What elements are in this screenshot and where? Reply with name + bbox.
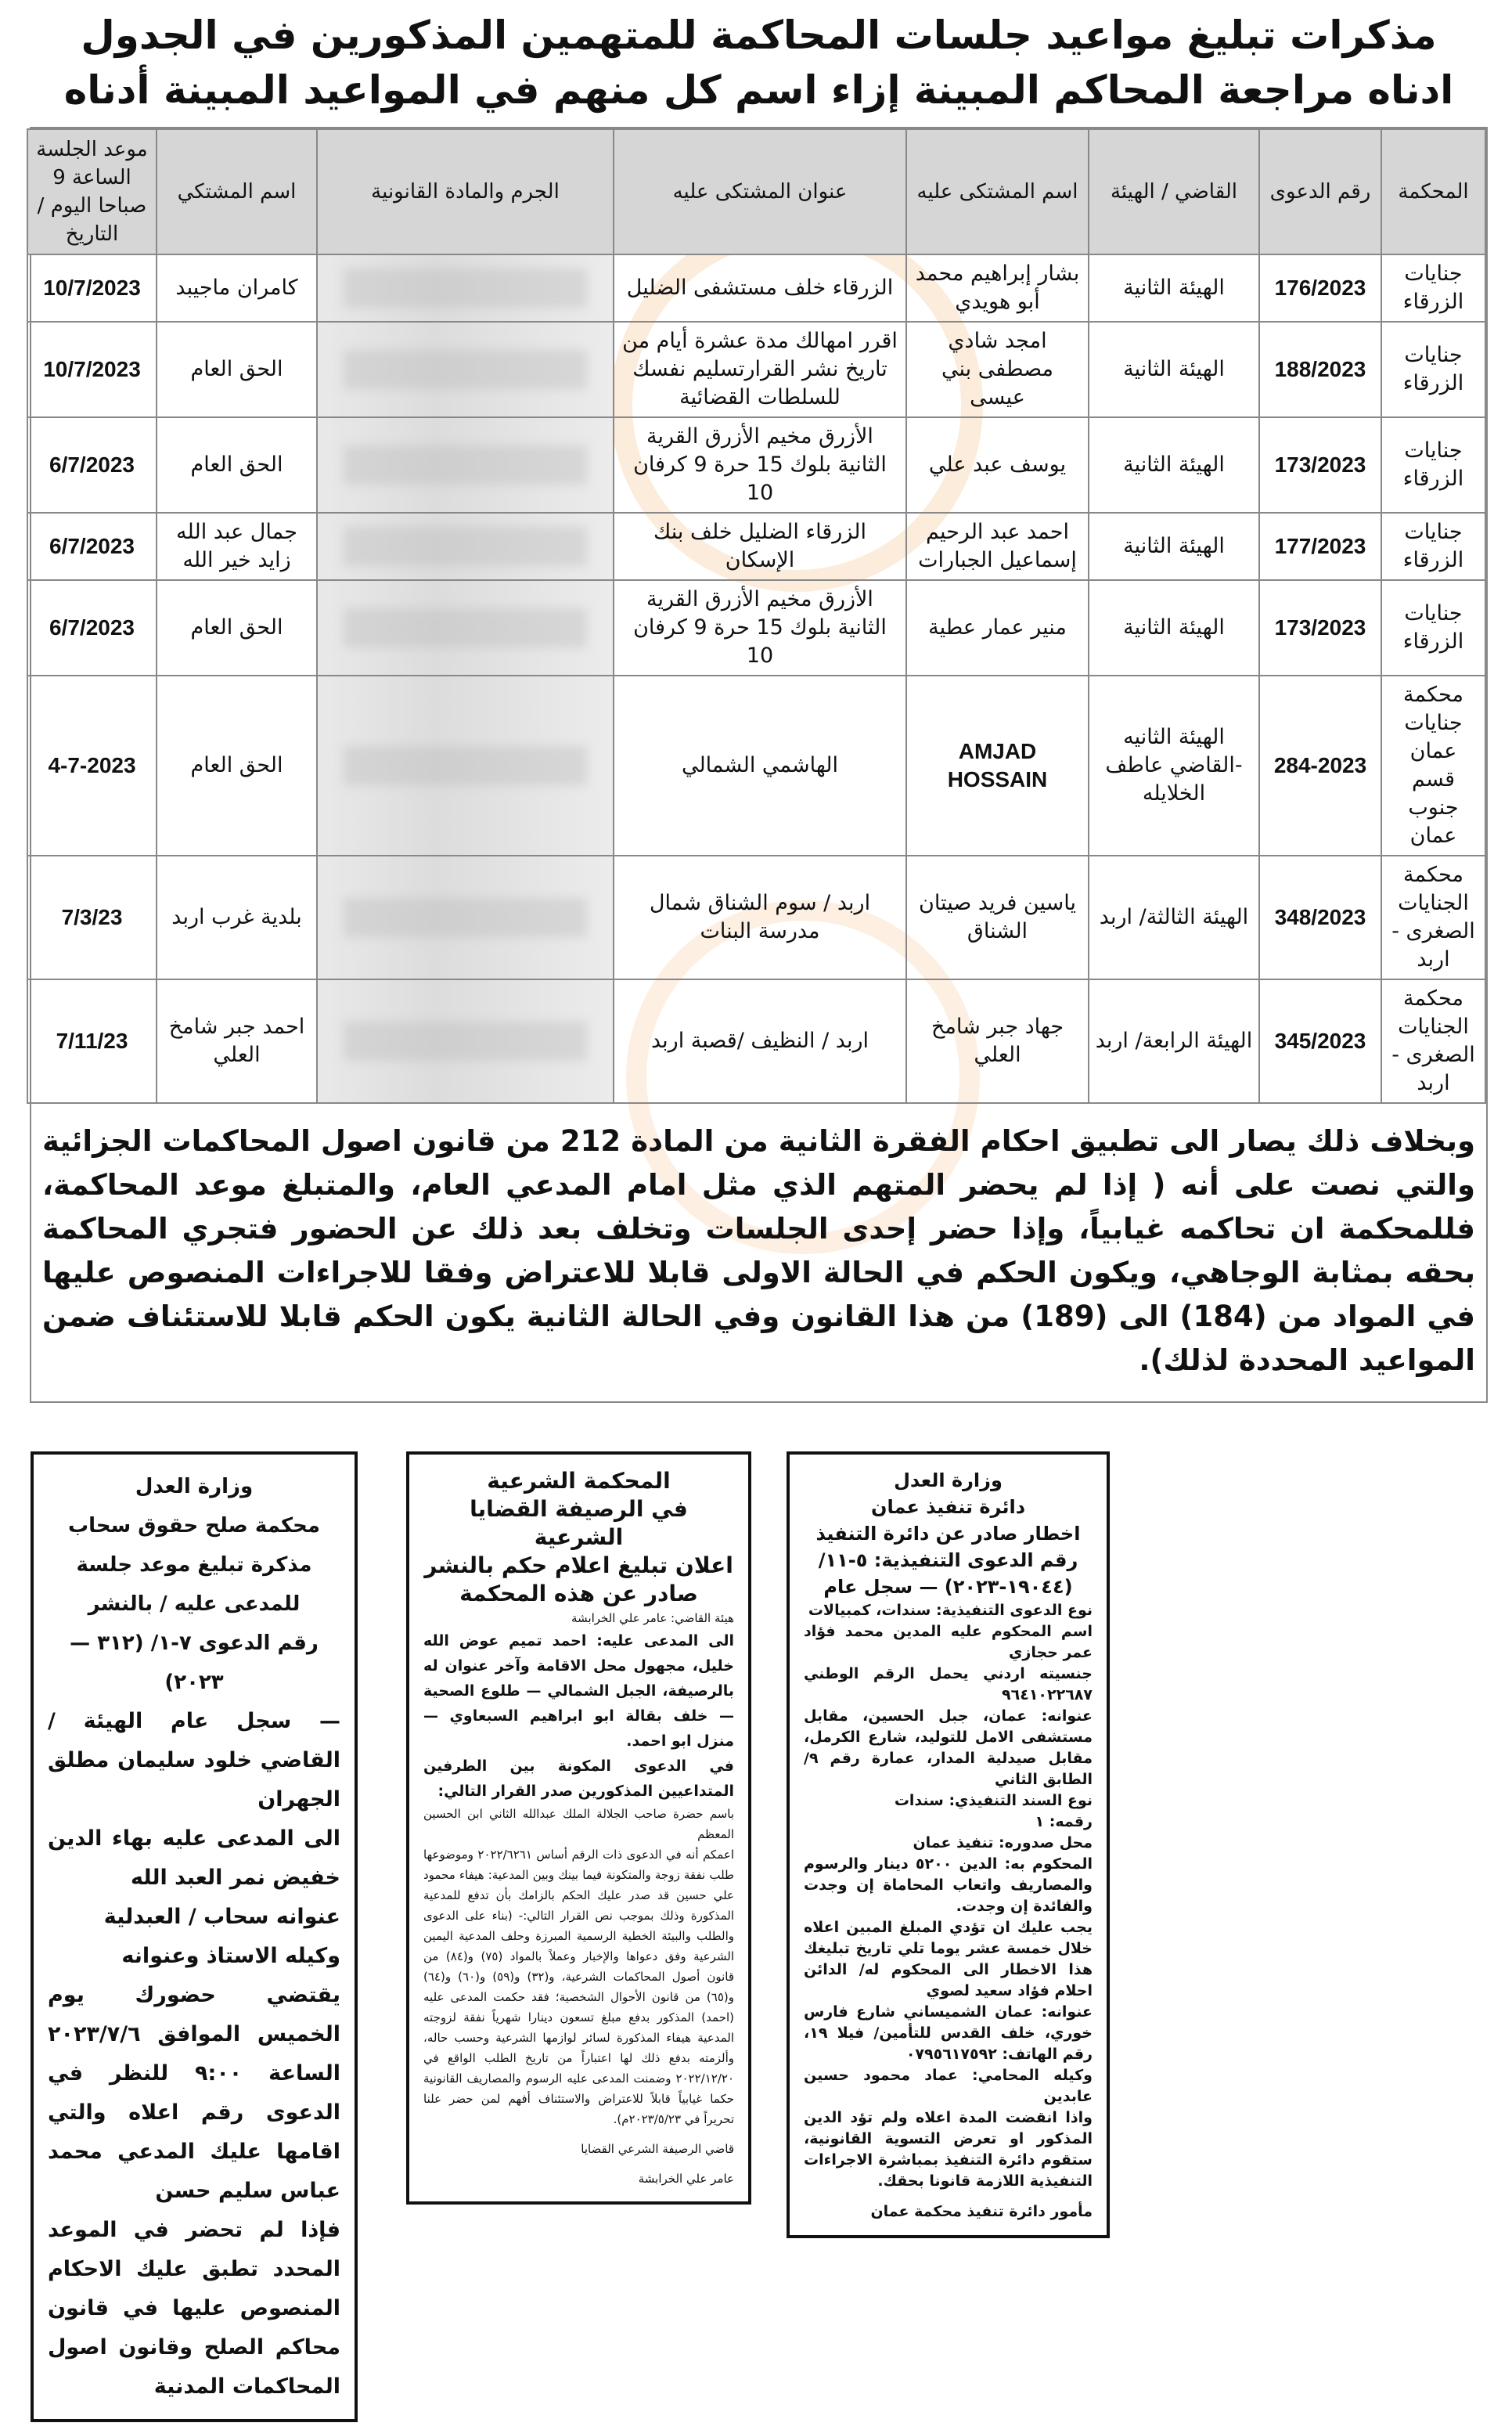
table-row <box>27 979 1485 1103</box>
notice-paragraph: الى المدعى عليه بهاء الدين خفيض نمر العبد الله <box>48 1826 340 1890</box>
notice-paragraph: محل صدوره: تنفيذ عمان <box>913 1834 1093 1851</box>
cell-court: محكمة جنايات عمان قسم جنوب عمان <box>1381 676 1485 856</box>
redacted-charge-cell <box>317 417 614 513</box>
signature: عامر علي الخرابشة <box>638 2172 734 2186</box>
column-header: عنوان المشتكى عليه <box>614 129 906 254</box>
notice-paragraph: اعمكم أنه في الدعوى ذات الرقم أساس ٢٠٢٢/٦٢٦١ وموضوعها طلب نفقة زوجة والمتكونة فيما بينك وبين المدعية: هيفاء محمود علي حسين قد صدر عليك الحكم بالزامك بأن تدفع للمدعية المذكورة وذلك بموجب نص القرار التالي:- (بناء على الدعوى والطلب والبيئة الخطية الرسمية المبرزة وحلف المدعية اليمين الشرعية وفق دعواها والإخبار وعملاً بالمواد (٧٥) و(٨٤) من قانون أصول المحاكمات الشرعية، و(٣٢) و(٥٩) و(٦٠) و(٦٤) و(٦٥) من قانون الأحوال الشخصية؛ فقد حكمت المدعى عليه (احمد) المذكور بدفع مبلغ تسعون دينارا شهرياً نفقة لزوجته المدعية هيفاء المذكورة لسائر لوازمها الشرعية وحسب حاله، وألزمته بدفع ذلك لها اعتباراً من تاريخ الطلب الواقع في ٢٠٢٢/١٢/٢٠ وضمنت المدعى عليه الرسوم والمصاريف القانونية حكما غيابياً قابلاً للاعتراض والاستئناف أفهم لمن حضر علنا تحريراً في ٢٠٢٣/٥/٢٣م). <box>423 1848 735 2126</box>
redacted-blur <box>344 350 586 389</box>
cell-court: محكمة الجنايات الصغرى - اربد <box>1381 856 1485 979</box>
cell-case: 284-2023 <box>1259 676 1381 856</box>
cell-date: 6/7/2023 <box>27 417 157 513</box>
cell-defendant: منير عمار عطية <box>906 580 1089 676</box>
column-header: اسم المشتكى عليه <box>906 129 1089 254</box>
cell-address: اقرر امهالك مدة عشرة أيام من تاريخ نشر القرارتسليم نفسك للسلطات القضائية <box>614 322 906 417</box>
cell-court: محكمة الجنايات الصغرى - اربد <box>1381 979 1485 1103</box>
cell-address: الهاشمي الشمالي <box>614 676 906 856</box>
notice-heading: رقم الدعوى التنفيذية: ٥-١١/ (١٩٠٤٤-٢٠٢٣) — سجل عام <box>818 1549 1078 1598</box>
column-header: رقم الدعوى <box>1259 129 1381 254</box>
cell-date: 7/3/23 <box>27 856 157 979</box>
notice-heading: في الرصيفة القضايا الشرعية <box>470 1496 688 1550</box>
cell-judge: الهيئة الثالثة/ اربد <box>1089 856 1259 979</box>
redacted-blur <box>344 608 586 647</box>
cell-date: 10/7/2023 <box>27 322 157 417</box>
notice-paragraph: وكيله الاستاذ وعنوانه <box>121 1944 340 1968</box>
cell-defendant: امجد شادي مصطفى بني عيسى <box>906 322 1089 417</box>
cell-court: جنايات الزرقاء <box>1381 417 1485 513</box>
table-row <box>27 322 1485 417</box>
cell-case: 173/2023 <box>1259 580 1381 676</box>
notice-paragraph: نوع الدعوى التنفيذية: سندات، كمبيالات <box>808 1602 1093 1619</box>
notice-paragraph: الى المدعى عليه: احمد تميم عوض الله خليل، مجهول محل الاقامة وآخر عنوان له بالرصيفة، الجبل الشمالي — طلوع الصحية — خلف بقالة ابو ابراهيم السبعاوي — منزل ابو احمد. <box>423 1632 734 1750</box>
cell-court: جنايات الزرقاء <box>1381 580 1485 676</box>
signature: مأمور دائرة تنفيذ محكمة عمان <box>870 2203 1093 2220</box>
cell-court: جنايات الزرقاء <box>1381 254 1485 322</box>
cell-judge: الهيئة الرابعة/ اربد <box>1089 979 1259 1103</box>
cell-case: 345/2023 <box>1259 979 1381 1103</box>
hearings-table <box>27 128 1486 1104</box>
cell-defendant: ياسين فريد صيتان الشناق <box>906 856 1089 979</box>
notice-sharia-court-russeifa <box>406 1451 751 2205</box>
cell-date: 6/7/2023 <box>27 580 157 676</box>
cell-judge: الهيئة الثانية <box>1089 322 1259 417</box>
cell-date: 4-7-2023 <box>27 676 157 856</box>
notice-paragraph: عنوانه: عمان الشميساني شارع فارس خوري، خلف القدس للتأمين/ فيلا ١٩، رقم الهاتف: ٠٧٩٥٦١٧٥٩٢ <box>804 2003 1093 2063</box>
redacted-blur <box>344 1022 586 1061</box>
cell-case: 348/2023 <box>1259 856 1381 979</box>
notice-heading: مذكرة تبليغ موعد جلسة للمدعى عليه / بالنشر <box>76 1553 312 1616</box>
table-row <box>27 513 1485 580</box>
cell-case: 177/2023 <box>1259 513 1381 580</box>
cell-judge: الهيئة الثانية <box>1089 580 1259 676</box>
cell-complainant: جمال عبد الله زايد خير الله <box>157 513 317 580</box>
table-row <box>27 580 1485 676</box>
notice-heading: وزارة العدل <box>894 1469 1003 1491</box>
column-header: موعد الجلسة الساعة 9 صباحا اليوم / التاريخ <box>27 129 157 254</box>
cell-complainant: الحق العام <box>157 417 317 513</box>
notice-paragraph: وكيله المحامي: عماد محمود حسين عابدين <box>804 2067 1093 2105</box>
cell-defendant: بشار إبراهيم محمد أبو هويدي <box>906 254 1089 322</box>
column-header: اسم المشتكي <box>157 129 317 254</box>
notice-paragraph: يقتضي حضورك يوم الخميس الموافق ٢٠٢٣/٧/٦ الساعة ٩:٠٠ للنظر في الدعوى رقم اعلاه والتي اقامها عليك المدعي محمد عباس سليم حسن <box>48 1983 340 2203</box>
notice-heading: اعلان تبليغ اعلام حكم بالنشر <box>424 1552 733 1578</box>
column-header: المحكمة <box>1381 129 1485 254</box>
cell-defendant: احمد عبد الرحيم إسماعيل الجبارات <box>906 513 1089 580</box>
table-row <box>27 856 1485 979</box>
notice-execution-amman <box>787 1451 1110 2238</box>
notice-paragraph: عنوانه سحاب / العبدلية <box>103 1905 340 1929</box>
cell-address: الزرقاء خلف مستشفى الضليل <box>614 254 906 322</box>
redacted-charge-cell <box>317 979 614 1103</box>
notice-heading: اخطار صادر عن دائرة التنفيذ <box>815 1523 1081 1545</box>
cell-case: 173/2023 <box>1259 417 1381 513</box>
cell-case: 188/2023 <box>1259 322 1381 417</box>
cell-defendant: جهاد جبر شامخ العلي <box>906 979 1089 1103</box>
notice-paragraph: اسم المحكوم عليه المدين محمد فؤاد عمر حجازي <box>804 1623 1093 1661</box>
column-header: القاضي / الهيئة <box>1089 129 1259 254</box>
cell-complainant: بلدية غرب اربد <box>157 856 317 979</box>
signature: قاضي الرصيفة الشرعي القضايا <box>581 2142 734 2156</box>
cell-complainant: الحق العام <box>157 580 317 676</box>
judge-line: هيئة القاضي: عامر علي الخرابشة <box>571 1611 734 1625</box>
table-row <box>27 417 1485 513</box>
redacted-blur <box>344 898 586 937</box>
cell-judge: الهيئة الثانية <box>1089 417 1259 513</box>
redacted-charge-cell <box>317 856 614 979</box>
cell-date: 6/7/2023 <box>27 513 157 580</box>
cell-judge: الهيئة الثانيه -القاضي عاطف الخلايله <box>1089 676 1259 856</box>
cell-complainant: احمد جبر شامخ العلي <box>157 979 317 1103</box>
redacted-blur <box>344 445 586 485</box>
legal-paragraph: وبخلاف ذلك يصار الى تطبيق احكام الفقرة الثانية من المادة 212 من قانون اصول المحاكمات الجزائية والتي نصت على أنه ( إذا لم يحضر المتهم الذي مثل امام المدعي العام، والمتبلغ موعد المحاكمة، فللمحكمة ان تحاكمه غيابياً، وإذا حضر إحدى الجلسات وتخلف بعد ذلك عن الحضور فتجري المحاكمة بحقه بمثابة الوجاهي، ويكون الحكم في الحالة الاولى قابلا للاعتراض وفقا للاجراءات المنصوص عليها في المواد من (184) الى (189) من هذا القانون وفي الحالة الثانية يكون الحكم قابلا للاستئناف ضمن المواعيد المحددة لذلك). <box>42 1124 1476 1377</box>
notice-heading: محكمة صلح حقوق سحاب <box>68 1514 320 1538</box>
notice-paragraph: عنوانه: عمان، جبل الحسين، مقابل مستشفى الامل للتوليد، شارع الكرمل، مقابل صيدلية المدار، عمارة رقم ٩/ الطابق الثاني <box>804 1707 1093 1788</box>
cell-date: 10/7/2023 <box>27 254 157 322</box>
notice-paragraph: فإذا لم تحضر في الموعد المحدد تطبق عليك الاحكام المنصوص عليها في قانون محاكم الصلح وقانون اصول المحاكمات المدنية <box>48 2218 340 2399</box>
redacted-blur <box>344 527 586 566</box>
cell-judge: الهيئة الثانية <box>1089 513 1259 580</box>
notices-row <box>30 1451 1488 2430</box>
notice-paragraph: — سجل عام الهيئة / القاضي خلود سليمان مطلق الجهران <box>48 1709 340 1812</box>
cell-address: الأزرق مخيم الأزرق القرية الثانية بلوك 15 حرة 9 كرفان 10 <box>614 580 906 676</box>
table-row <box>27 254 1485 322</box>
cell-complainant: كامران ماجيبد <box>157 254 317 322</box>
notice-paragraph: يجب عليك ان تؤدي المبلغ المبين اعلاه خلال خمسة عشر يوما تلي تاريخ تبليغك هذا الاخطار الى المحكوم له/ الدائن احلام فؤاد سعيد لصوي <box>804 1919 1093 1999</box>
cell-complainant: الحق العام <box>157 676 317 856</box>
page-title: مذكرات تبليغ مواعيد جلسات المحاكمة للمتهمين المذكورين في الجدول ادناه مراجعة المحاكم المبينة إزاء اسم كل منهم في المواعيد المبينة أدناه <box>63 13 1454 113</box>
redacted-charge-cell <box>317 580 614 676</box>
cell-case: 176/2023 <box>1259 254 1381 322</box>
notice-paragraph: نوع السند التنفيذي: سندات <box>894 1792 1093 1809</box>
redacted-charge-cell <box>317 513 614 580</box>
cell-address: الزرقاء الضليل خلف بنك الإسكان <box>614 513 906 580</box>
notice-heading: دائرة تنفيذ عمان <box>870 1496 1026 1518</box>
cell-address: اربد / سوم الشناق شمال مدرسة البنات <box>614 856 906 979</box>
cell-date: 7/11/23 <box>27 979 157 1103</box>
notice-paragraph: واذا انقضت المدة اعلاه ولم تؤد الدين المذكور او تعرض التسوية القانونية، ستقوم دائرة التنفيذ بمباشرة الاجراءات التنفيذية اللازمة قانونا بحقك. <box>804 2109 1093 2190</box>
redacted-blur <box>344 269 586 308</box>
notice-paragraph: المحكوم به: الدين ٥٢٠٠ دينار والرسوم والمصاريف واتعاب المحاماة إن وجدت والفائدة إن وجدت. <box>804 1855 1093 1915</box>
notice-paragraph: في الدعوى المكونة بين الطرفين المتداعيين المذكورين صدر القرار التالي: <box>423 1758 734 1800</box>
notice-heading: المحكمة الشرعية <box>487 1468 671 1494</box>
cell-court: جنايات الزرقاء <box>1381 322 1485 417</box>
table-header-row <box>27 129 1485 254</box>
notice-heading: صادر عن هذه المحكمة <box>459 1581 698 1606</box>
cell-complainant: الحق العام <box>157 322 317 417</box>
notice-frame <box>30 127 1488 1403</box>
cell-court: جنايات الزرقاء <box>1381 513 1485 580</box>
redacted-charge-cell <box>317 322 614 417</box>
column-header: الجرم والمادة القانونية <box>317 129 614 254</box>
notice-paragraph: جنسيته اردني يحمل الرقم الوطني ٩٦٤١٠٢٢٦٨٧ <box>804 1665 1093 1704</box>
cell-address: الأزرق مخيم الأزرق القرية الثانية بلوك 15 حرة 9 كرفان 10 <box>614 417 906 513</box>
table-row <box>27 676 1485 856</box>
cell-defendant: يوسف عبد علي <box>906 417 1089 513</box>
notice-paragraph: باسم حضرة صاحب الجلالة الملك عبدالله الثاني ابن الحسين المعظم <box>423 1807 734 1841</box>
notice-sahab-court <box>31 1451 358 2422</box>
redacted-charge-cell <box>317 676 614 856</box>
notice-heading: وزارة العدل <box>135 1475 254 1498</box>
cell-defendant: AMJAD HOSSAIN <box>906 676 1089 856</box>
redacted-charge-cell <box>317 254 614 322</box>
notice-heading: رقم الدعوى ٧-١/ (٣١٢ — ٢٠٢٣) <box>70 1631 319 1694</box>
cell-judge: الهيئة الثانية <box>1089 254 1259 322</box>
redacted-blur <box>344 746 586 785</box>
notice-paragraph: رقمه: ١ <box>1035 1813 1093 1830</box>
cell-address: اربد / النظيف /قصبة اربد <box>614 979 906 1103</box>
